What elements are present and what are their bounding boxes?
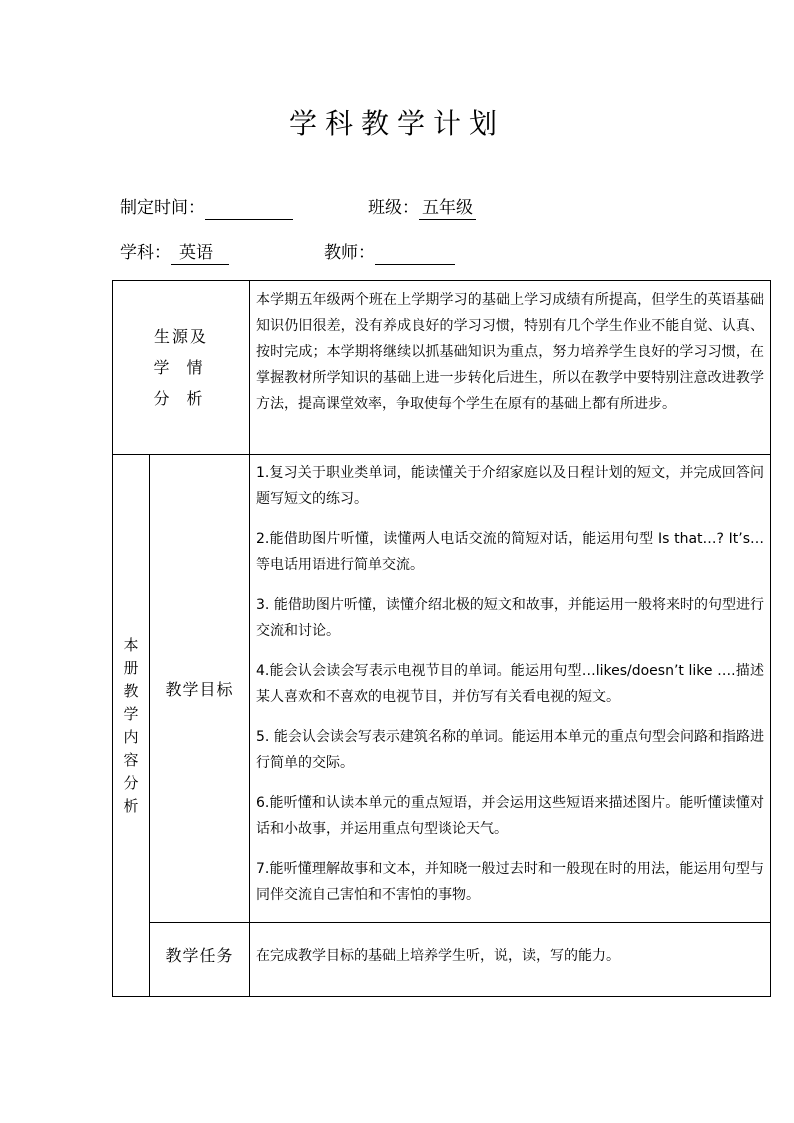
side-char: 分 — [123, 773, 139, 792]
class-field — [368, 196, 476, 220]
page-title: 学科教学计划 — [288, 107, 505, 140]
meta-row-2 — [120, 241, 680, 265]
plan-table — [112, 280, 771, 997]
teacher-value[interactable] — [375, 244, 455, 265]
side-char: 内 — [123, 727, 139, 746]
analysis-text-cell — [250, 281, 771, 455]
tasks-cell — [250, 923, 771, 997]
goal-item[interactable]: 3. 能借助图片听懂，读懂介绍北极的短文和故事，并能运用一般将来时的句型进行交流和讨论。 — [256, 597, 764, 639]
date-label: 制定时间： — [120, 198, 205, 218]
content-analysis-label-cell — [113, 455, 150, 997]
goal-item[interactable]: 6.能听懂和认读本单元的重点短语，并会运用这些短语来描述图片。能听懂读懂对话和小故事，并运用重点句型谈论天气。 — [256, 795, 764, 837]
tasks-label: 教学任务 — [165, 946, 234, 965]
date-field — [120, 196, 293, 220]
goal-item[interactable]: 1.复习关于职业类单词，能读懂关于介绍家庭以及日程计划的短文，并完成回答问题写短文的练习。 — [256, 465, 764, 507]
side-char: 析 — [123, 796, 139, 815]
analysis-label-cell — [113, 281, 250, 455]
subject-label: 学科： — [120, 243, 171, 263]
side-char: 学 — [123, 704, 139, 723]
tasks-row — [113, 923, 771, 997]
side-char: 本 — [123, 635, 139, 654]
meta-row-1 — [120, 196, 680, 220]
date-value[interactable] — [205, 199, 293, 220]
goal-item[interactable]: 7.能听懂理解故事和文本，并知晓一般过去时和一般现在时的用法，能运用句型与同伴交流自己害怕和不害怕的事物。 — [256, 861, 764, 903]
analysis-text[interactable]: 本学期五年级两个班在上学期学习的基础上学习成绩有所提高，但学生的英语基础知识仍旧很差，没有养成良好的学习习惯，特别有几个学生作业不能自觉、认真、按时完成；本学期将继续以抓基础知识为重点，努力培养学生良好的学习习惯，在掌握教材所学知识的基础上进一步转化后进生，所以在教学中要特别注意改进教学方法，提高课堂效率，争取使每个学生在原有的基础上都有所进步。 — [256, 292, 764, 412]
goal-item[interactable]: 2.能借助图片听懂，读懂两人电话交流的简短对话，能运用句型 Is that…? It’s…等电话用语进行简单交流。 — [256, 531, 764, 573]
side-char: 教 — [123, 681, 139, 700]
side-char: 容 — [123, 750, 139, 769]
class-value[interactable]: 五年级 — [419, 197, 476, 220]
goals-label-cell — [150, 455, 250, 923]
class-label: 班级： — [368, 198, 419, 218]
goal-item[interactable]: 4.能会认会读会写表示电视节目的单词。能运用句型…likes/doesn’t like ….描述某人喜欢和不喜欢的电视节目，并仿写有关看电视的短文。 — [256, 663, 764, 705]
side-char: 册 — [123, 658, 139, 677]
teacher-field — [324, 241, 455, 265]
goals-cell — [250, 455, 771, 923]
teacher-label: 教师： — [324, 243, 375, 263]
goal-item[interactable]: 5. 能会认会读会写表示建筑名称的单词。能运用本单元的重点句型会问路和指路进行简单的交际。 — [256, 729, 764, 771]
goals-row — [113, 455, 771, 923]
analysis-label-line1: 生源及 — [153, 327, 208, 346]
tasks-text[interactable]: 在完成教学目标的基础上培养学生听，说，读，写的能力。 — [256, 948, 620, 964]
analysis-label-line3: 分 析 — [153, 389, 209, 408]
goals-label: 教学目标 — [165, 680, 234, 699]
subject-field — [120, 241, 229, 265]
tasks-label-cell — [150, 923, 250, 997]
analysis-row — [113, 281, 771, 455]
subject-value[interactable]: 英语 — [171, 242, 229, 265]
analysis-label-line2: 学 情 — [153, 358, 209, 377]
